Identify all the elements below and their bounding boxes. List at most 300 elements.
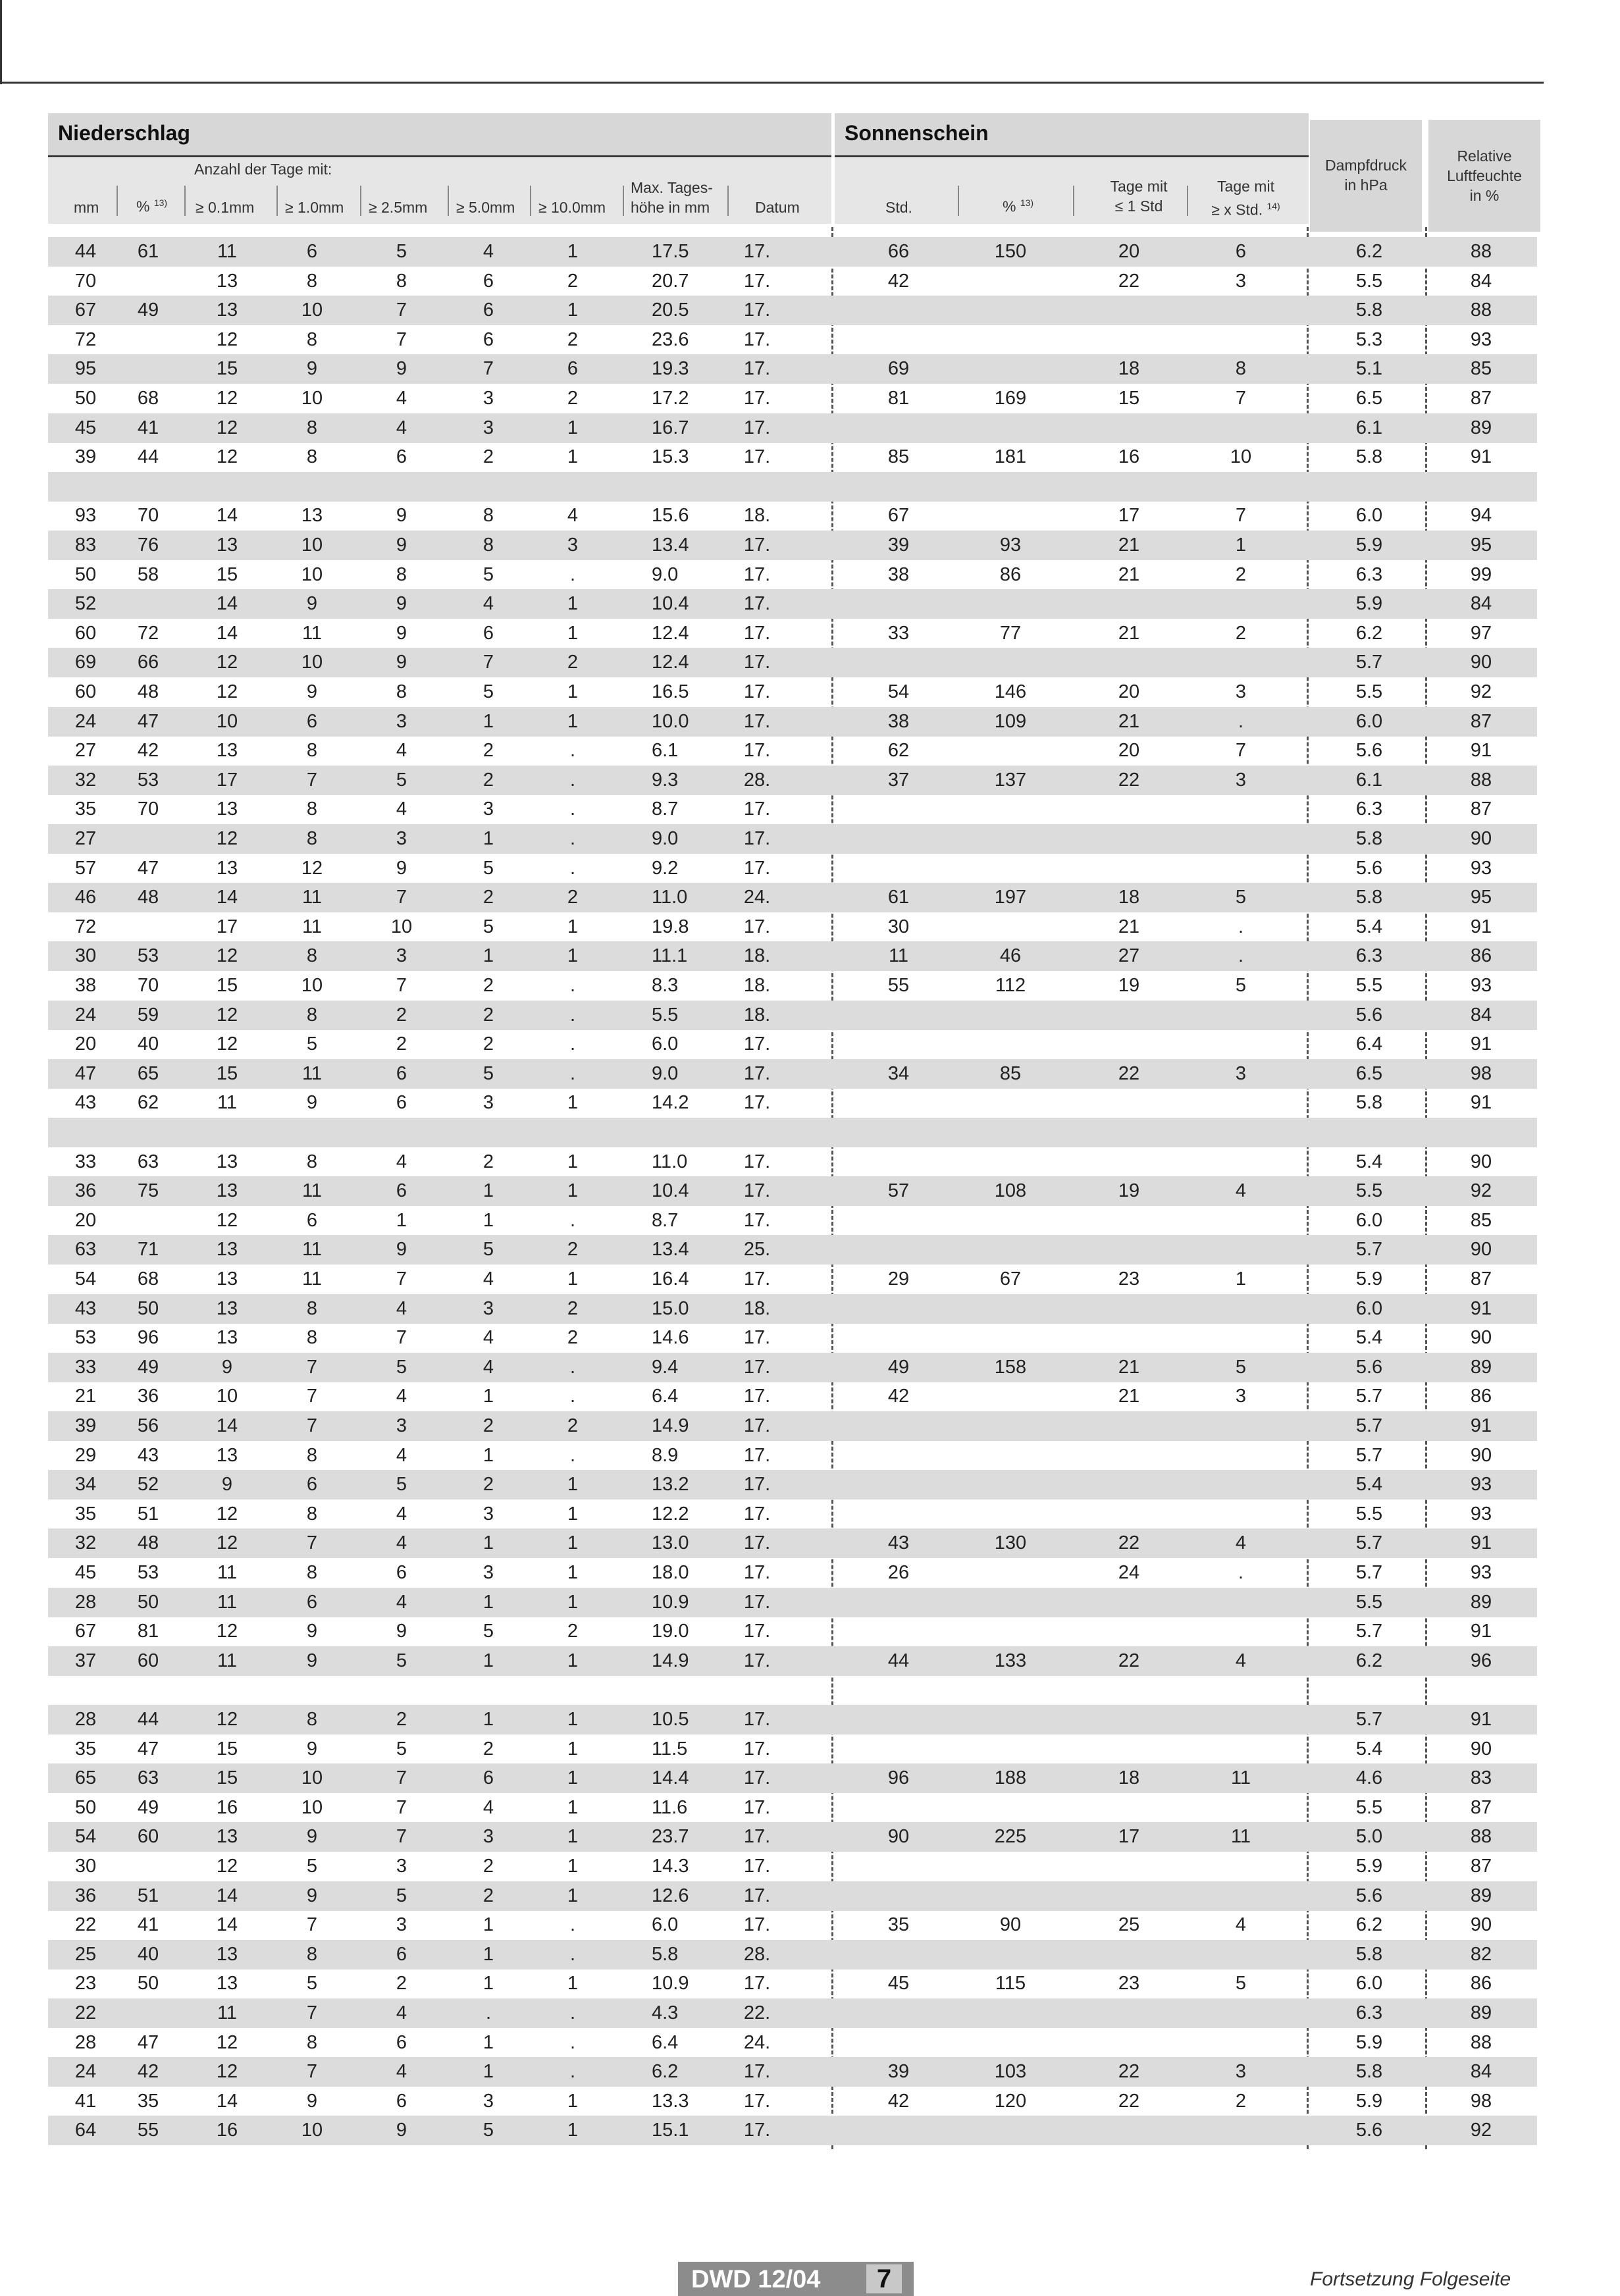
cell-rel: 89 xyxy=(1470,1356,1492,1378)
col-std-header: Std. xyxy=(885,199,912,216)
cell-d25: 4 xyxy=(396,798,407,820)
niederschlag-title: Niederschlag xyxy=(58,121,190,145)
cell-d10: 7 xyxy=(306,2061,318,2083)
cell-mm: 24 xyxy=(74,710,97,732)
cell-dampf: 5.9 xyxy=(1355,593,1383,615)
cell-dampf: 6.0 xyxy=(1355,505,1383,527)
cell-d50: 6 xyxy=(483,270,494,292)
cell-rel: 91 xyxy=(1470,1033,1492,1055)
cell-d01: 16 xyxy=(216,2120,238,2141)
cell-d100: . xyxy=(569,1209,576,1231)
cell-pct: 49 xyxy=(137,300,159,321)
cell-d01: 12 xyxy=(216,388,238,409)
cell-max: 17.2 xyxy=(652,388,689,409)
cell-spct: 103 xyxy=(994,2061,1027,2083)
cell-d25: 8 xyxy=(396,681,407,702)
cell-dampf: 5.8 xyxy=(1355,1943,1383,1965)
cell-rel: 88 xyxy=(1470,769,1492,791)
cell-tage2: 11 xyxy=(1230,1826,1251,1848)
cell-d100: . xyxy=(569,2061,576,2083)
cell-max: 12.6 xyxy=(652,1885,689,1906)
cell-d25: 6 xyxy=(396,1562,407,1583)
cell-d10: 10 xyxy=(301,975,323,996)
cell-pct: 68 xyxy=(137,1268,159,1290)
cell-tage1: 23 xyxy=(1118,1973,1140,1995)
cell-pct: 44 xyxy=(137,446,159,468)
cell-rel: 98 xyxy=(1470,2090,1492,2112)
cell-d10: 8 xyxy=(306,1943,318,1965)
cell-mm: 54 xyxy=(74,1268,97,1290)
cell-rel: 93 xyxy=(1470,857,1492,879)
col-tage2-header: Tage mit ≥ x Std. $^{14)}$ xyxy=(1211,178,1280,219)
cell-mm: 41 xyxy=(74,2090,97,2112)
cell-mm: 45 xyxy=(74,1562,97,1583)
cell-rel: 88 xyxy=(1470,2031,1492,2053)
cell-tage1: 21 xyxy=(1118,563,1140,585)
cell-d50: . xyxy=(485,2002,492,2023)
cell-pct: 53 xyxy=(137,1562,159,1583)
cell-datum: 28. xyxy=(743,1943,771,1965)
cell-pct: 43 xyxy=(137,1444,159,1466)
cell-d100: 1 xyxy=(567,710,579,732)
anzahl-label: Anzahl der Tage mit: xyxy=(194,161,332,178)
cell-datum: 17. xyxy=(743,1856,771,1877)
cell-mm: 45 xyxy=(74,417,97,438)
table-row xyxy=(48,1910,1537,1940)
cell-d25: 5 xyxy=(396,1738,407,1760)
cell-mm: 25 xyxy=(74,1943,97,1965)
cell-max: 14.3 xyxy=(652,1856,689,1877)
cell-datum: 17. xyxy=(743,593,771,615)
cell-pct: 60 xyxy=(137,1650,159,1671)
cell-datum: 17. xyxy=(743,2120,771,2141)
cell-pct: 44 xyxy=(137,1709,159,1730)
cell-spct: 86 xyxy=(999,563,1022,585)
cell-d100: . xyxy=(569,1914,576,1936)
cell-rel: 88 xyxy=(1470,300,1492,321)
cell-mm: 34 xyxy=(74,1474,97,1496)
cell-mm: 20 xyxy=(74,1033,97,1055)
cell-mm: 36 xyxy=(74,1180,97,1202)
cell-pct: 81 xyxy=(137,1621,159,1642)
cell-rel: 90 xyxy=(1470,828,1492,849)
cell-datum: 17. xyxy=(743,1591,771,1613)
cell-dampf: 5.7 xyxy=(1355,1621,1383,1642)
cell-tage1: 17 xyxy=(1118,1826,1140,1848)
table-row xyxy=(48,560,1537,590)
table-row xyxy=(48,2028,1537,2058)
cell-d25: 9 xyxy=(396,622,407,644)
cell-rel: 90 xyxy=(1470,652,1492,673)
cell-d100: 1 xyxy=(567,1826,579,1848)
cell-d10: 8 xyxy=(306,2031,318,2053)
cell-mm: 35 xyxy=(74,1503,97,1525)
cell-d10: 6 xyxy=(306,241,318,262)
cell-d100: 1 xyxy=(567,446,579,468)
cell-d100: 1 xyxy=(567,1650,579,1671)
cell-mm: 35 xyxy=(74,798,97,820)
cell-mm: 32 xyxy=(74,1532,97,1554)
cell-max: 8.3 xyxy=(652,975,679,996)
cell-datum: 18. xyxy=(743,1004,771,1026)
cell-d01: 13 xyxy=(216,300,238,321)
cell-d25: 9 xyxy=(396,652,407,673)
cell-d100: 3 xyxy=(567,535,579,556)
cell-d10: 8 xyxy=(306,1297,318,1319)
cell-d100: 2 xyxy=(567,1621,579,1642)
cell-d10: 8 xyxy=(306,446,318,468)
cell-d10: 8 xyxy=(306,1327,318,1349)
cell-dampf: 5.6 xyxy=(1355,857,1383,879)
group-spacer-row xyxy=(48,1675,1537,1705)
cell-d01: 9 xyxy=(221,1474,233,1496)
cell-rel: 87 xyxy=(1470,710,1492,732)
cell-pct: 41 xyxy=(137,1914,159,1936)
cell-d10: 8 xyxy=(306,1004,318,1026)
cell-dampf: 5.7 xyxy=(1355,1239,1383,1261)
cell-d10: 9 xyxy=(306,1650,318,1671)
cell-std: 85 xyxy=(887,446,910,468)
cell-tage1: 22 xyxy=(1118,769,1140,791)
cell-d10: 9 xyxy=(306,2090,318,2112)
cell-dampf: 5.5 xyxy=(1355,1503,1383,1525)
cell-d25: 4 xyxy=(396,1386,407,1407)
cell-datum: 17. xyxy=(743,857,771,879)
cell-d10: 10 xyxy=(301,2120,323,2141)
cell-d100: 2 xyxy=(567,652,579,673)
cell-d50: 3 xyxy=(483,1826,494,1848)
cell-max: 19.3 xyxy=(652,358,689,380)
cell-datum: 17. xyxy=(743,1914,771,1936)
cell-max: 5.5 xyxy=(652,1004,679,1026)
cell-rel: 91 xyxy=(1470,1415,1492,1436)
cell-spct: 109 xyxy=(994,710,1027,732)
cell-tage2: 1 xyxy=(1235,1268,1247,1290)
cell-tage1: 21 xyxy=(1118,1386,1140,1407)
cell-d25: 5 xyxy=(396,1650,407,1671)
cell-dampf: 5.8 xyxy=(1355,300,1383,321)
cell-max: 14.9 xyxy=(652,1415,689,1436)
cell-pct: 63 xyxy=(137,1767,159,1789)
cell-tage2: 5 xyxy=(1235,887,1247,908)
table-row xyxy=(48,1265,1537,1294)
cell-tage2: 7 xyxy=(1235,505,1247,527)
cell-d50: 5 xyxy=(483,1621,494,1642)
cell-tage2: 11 xyxy=(1230,1767,1251,1789)
cell-mm: 22 xyxy=(74,1914,97,1936)
cell-dampf: 5.3 xyxy=(1355,328,1383,350)
cell-mm: 44 xyxy=(74,241,97,262)
cell-datum: 17. xyxy=(743,270,771,292)
cell-rel: 93 xyxy=(1470,328,1492,350)
cell-d01: 13 xyxy=(216,857,238,879)
cell-d100: . xyxy=(569,1356,576,1378)
cell-d100: . xyxy=(569,563,576,585)
table-row xyxy=(48,501,1537,531)
cell-tage2: 7 xyxy=(1235,388,1247,409)
cell-tage1: 18 xyxy=(1118,887,1140,908)
cell-pct: 70 xyxy=(137,505,159,527)
cell-tage1: 15 xyxy=(1118,388,1140,409)
cell-datum: 17. xyxy=(743,1444,771,1466)
table-row xyxy=(48,1705,1537,1735)
cell-d100: 2 xyxy=(567,328,579,350)
cell-rel: 96 xyxy=(1470,1650,1492,1671)
cell-d10: 9 xyxy=(306,358,318,380)
table-row xyxy=(48,589,1537,619)
cell-d01: 14 xyxy=(216,622,238,644)
cell-d100: . xyxy=(569,857,576,879)
cell-std: 67 xyxy=(887,505,910,527)
col-max-header-2: höhe in mm xyxy=(631,199,710,216)
cell-tage1: 17 xyxy=(1118,505,1140,527)
cell-d100: 1 xyxy=(567,1092,579,1114)
cell-rel: 91 xyxy=(1470,1532,1492,1554)
cell-max: 17.5 xyxy=(652,241,689,262)
cell-d100: . xyxy=(569,2002,576,2023)
cell-d100: 1 xyxy=(567,1474,579,1496)
cell-max: 19.8 xyxy=(652,916,689,937)
cell-dampf: 5.4 xyxy=(1355,1151,1383,1172)
table-row xyxy=(48,1969,1537,1998)
cell-mm: 83 xyxy=(74,535,97,556)
cell-d25: 6 xyxy=(396,2090,407,2112)
cell-d10: 8 xyxy=(306,328,318,350)
cell-std: 49 xyxy=(887,1356,910,1378)
cell-dampf: 5.7 xyxy=(1355,1415,1383,1436)
table-row xyxy=(48,1588,1537,1617)
cell-max: 6.1 xyxy=(652,740,679,762)
cell-d25: 4 xyxy=(396,1444,407,1466)
cell-dampf: 5.8 xyxy=(1355,1092,1383,1114)
cell-tage1: 21 xyxy=(1118,916,1140,937)
cell-d01: 11 xyxy=(217,1650,238,1671)
cell-datum: 24. xyxy=(743,2031,771,2053)
cell-d01: 14 xyxy=(216,1914,238,1936)
cell-rel: 88 xyxy=(1470,1826,1492,1848)
cell-d01: 12 xyxy=(216,1033,238,1055)
cell-pct: 55 xyxy=(137,2120,159,2141)
cell-rel: 87 xyxy=(1470,1268,1492,1290)
cell-rel: 85 xyxy=(1470,358,1492,380)
page-top-rule xyxy=(0,82,1544,84)
cell-d100: 2 xyxy=(567,887,579,908)
cell-max: 20.7 xyxy=(652,270,689,292)
cell-d10: 11 xyxy=(301,1062,323,1084)
cell-mm: 57 xyxy=(74,857,97,879)
cell-std: 42 xyxy=(887,1386,910,1407)
header-separator xyxy=(623,186,624,216)
table-row xyxy=(48,707,1537,737)
cell-tage1: 21 xyxy=(1118,1356,1140,1378)
cell-d01: 12 xyxy=(216,652,238,673)
cell-d01: 11 xyxy=(217,1562,238,1583)
cell-pct: 49 xyxy=(137,1356,159,1378)
cell-max: 12.2 xyxy=(652,1503,689,1525)
cell-spct: 130 xyxy=(994,1532,1027,1554)
cell-tage1: 20 xyxy=(1118,681,1140,702)
cell-tage2: 6 xyxy=(1235,241,1247,262)
cell-d25: 9 xyxy=(396,358,407,380)
cell-d25: 4 xyxy=(396,2002,407,2023)
cell-dampf: 5.6 xyxy=(1355,1885,1383,1906)
cell-max: 19.0 xyxy=(652,1621,689,1642)
cell-d25: 3 xyxy=(396,1914,407,1936)
table-row xyxy=(48,1617,1537,1646)
cell-datum: 17. xyxy=(743,1209,771,1231)
table-row xyxy=(48,1088,1537,1118)
cell-d50: 2 xyxy=(483,740,494,762)
cell-d10: 8 xyxy=(306,1562,318,1583)
cell-rel: 93 xyxy=(1470,1474,1492,1496)
cell-rel: 91 xyxy=(1470,1297,1492,1319)
table-row xyxy=(48,824,1537,854)
cell-datum: 17. xyxy=(743,1356,771,1378)
cell-d50: 2 xyxy=(483,1033,494,1055)
cell-spct: 197 xyxy=(994,887,1027,908)
cell-d01: 12 xyxy=(216,2061,238,2083)
cell-dampf: 6.3 xyxy=(1355,798,1383,820)
cell-pct: 52 xyxy=(137,1474,159,1496)
cell-dampf: 5.7 xyxy=(1355,652,1383,673)
cell-d100: . xyxy=(569,2031,576,2053)
cell-d25: 4 xyxy=(396,2061,407,2083)
cell-max: 10.4 xyxy=(652,593,689,615)
cell-max: 15.0 xyxy=(652,1297,689,1319)
cell-mm: 38 xyxy=(74,975,97,996)
cell-max: 4.3 xyxy=(652,2002,679,2023)
cell-d25: 3 xyxy=(396,1856,407,1877)
cell-d25: 9 xyxy=(396,857,407,879)
cell-d50: 2 xyxy=(483,1474,494,1496)
cell-tage1: 25 xyxy=(1118,1914,1140,1936)
cell-d50: 1 xyxy=(483,1209,494,1231)
cell-d100: 1 xyxy=(567,1180,579,1202)
cell-tage1: 22 xyxy=(1118,270,1140,292)
cell-d10: 7 xyxy=(306,1532,318,1554)
cell-tage1: 21 xyxy=(1118,535,1140,556)
cell-d01: 13 xyxy=(216,535,238,556)
table-row xyxy=(48,883,1537,912)
table-row xyxy=(48,1852,1537,1881)
footer-badge-text: DWD 12/04 xyxy=(691,2266,821,2293)
cell-d50: 5 xyxy=(483,916,494,937)
cell-d25: 7 xyxy=(396,1796,407,1818)
cell-max: 12.4 xyxy=(652,622,689,644)
cell-tage1: 22 xyxy=(1118,1062,1140,1084)
cell-d50: 1 xyxy=(483,1591,494,1613)
cell-d100: . xyxy=(569,975,576,996)
cell-d100: . xyxy=(569,740,576,762)
cell-dampf: 6.5 xyxy=(1355,1062,1383,1084)
cell-rel: 97 xyxy=(1470,622,1492,644)
cell-d01: 14 xyxy=(216,1885,238,1906)
cell-tage1: 20 xyxy=(1118,241,1140,262)
cell-rel: 91 xyxy=(1470,1621,1492,1642)
cell-d50: 5 xyxy=(483,681,494,702)
cell-datum: 17. xyxy=(743,1092,771,1114)
cell-spct: 90 xyxy=(999,1914,1022,1936)
cell-max: 13.4 xyxy=(652,1239,689,1261)
table-row xyxy=(48,766,1537,795)
cell-dampf: 5.5 xyxy=(1355,975,1383,996)
cell-spct: 188 xyxy=(994,1767,1027,1789)
cell-d50: 2 xyxy=(483,887,494,908)
cell-dampf: 5.7 xyxy=(1355,1532,1383,1554)
cell-tage2: . xyxy=(1238,1562,1244,1583)
cell-pct: 47 xyxy=(137,2031,159,2053)
cell-d50: 2 xyxy=(483,1856,494,1877)
cell-d25: 4 xyxy=(396,388,407,409)
cell-tage2: 3 xyxy=(1235,769,1247,791)
cell-mm: 24 xyxy=(74,1004,97,1026)
cell-d100: . xyxy=(569,1386,576,1407)
cell-datum: 17. xyxy=(743,2061,771,2083)
cell-max: 11.0 xyxy=(652,887,688,908)
table-row xyxy=(48,237,1537,267)
cell-mm: 46 xyxy=(74,887,97,908)
cell-dampf: 5.9 xyxy=(1355,2031,1383,2053)
cell-mm: 27 xyxy=(74,828,97,849)
cell-max: 9.0 xyxy=(652,828,679,849)
cell-dampf: 6.3 xyxy=(1355,2002,1383,2023)
cell-d10: 8 xyxy=(306,945,318,967)
header-separator xyxy=(1187,186,1188,216)
cell-d100: . xyxy=(569,828,576,849)
cell-dampf: 5.9 xyxy=(1355,1856,1383,1877)
cell-std: 44 xyxy=(887,1650,910,1671)
cell-d10: 11 xyxy=(301,1239,323,1261)
table-row xyxy=(48,1323,1537,1353)
cell-d50: 1 xyxy=(483,1532,494,1554)
cell-rel: 84 xyxy=(1470,270,1492,292)
cell-d100: 2 xyxy=(567,1297,579,1319)
cell-mm: 28 xyxy=(74,2031,97,2053)
cell-mm: 20 xyxy=(74,1209,97,1231)
cell-d10: 8 xyxy=(306,740,318,762)
cell-tage2: 10 xyxy=(1230,446,1252,468)
table-row xyxy=(48,1001,1537,1030)
cell-d10: 13 xyxy=(301,505,323,527)
cell-d50: 1 xyxy=(483,1386,494,1407)
cell-d50: 7 xyxy=(483,652,494,673)
cell-tage2: 7 xyxy=(1235,740,1247,762)
table-row xyxy=(48,1147,1537,1177)
cell-mm: 23 xyxy=(74,1973,97,1995)
cell-dampf: 5.5 xyxy=(1355,1796,1383,1818)
cell-mm: 53 xyxy=(74,1327,97,1349)
cell-mm: 36 xyxy=(74,1885,97,1906)
cell-std: 39 xyxy=(887,535,910,556)
table-row xyxy=(48,296,1537,325)
cell-d10: 5 xyxy=(306,1856,318,1877)
cell-dampf: 5.8 xyxy=(1355,828,1383,849)
cell-datum: 17. xyxy=(743,1503,771,1525)
cell-d50: 4 xyxy=(483,593,494,615)
cell-dampf: 6.3 xyxy=(1355,945,1383,967)
cell-d50: 5 xyxy=(483,2120,494,2141)
cell-spct: 108 xyxy=(994,1180,1027,1202)
cell-datum: 17. xyxy=(743,1062,771,1084)
cell-d100: 1 xyxy=(567,1532,579,1554)
cell-std: 66 xyxy=(887,241,910,262)
header-separator xyxy=(360,186,361,216)
cell-dampf: 6.3 xyxy=(1355,563,1383,585)
cell-datum: 17. xyxy=(743,1973,771,1995)
cell-d10: 9 xyxy=(306,1885,318,1906)
cell-d25: 3 xyxy=(396,710,407,732)
cell-d50: 3 xyxy=(483,1092,494,1114)
